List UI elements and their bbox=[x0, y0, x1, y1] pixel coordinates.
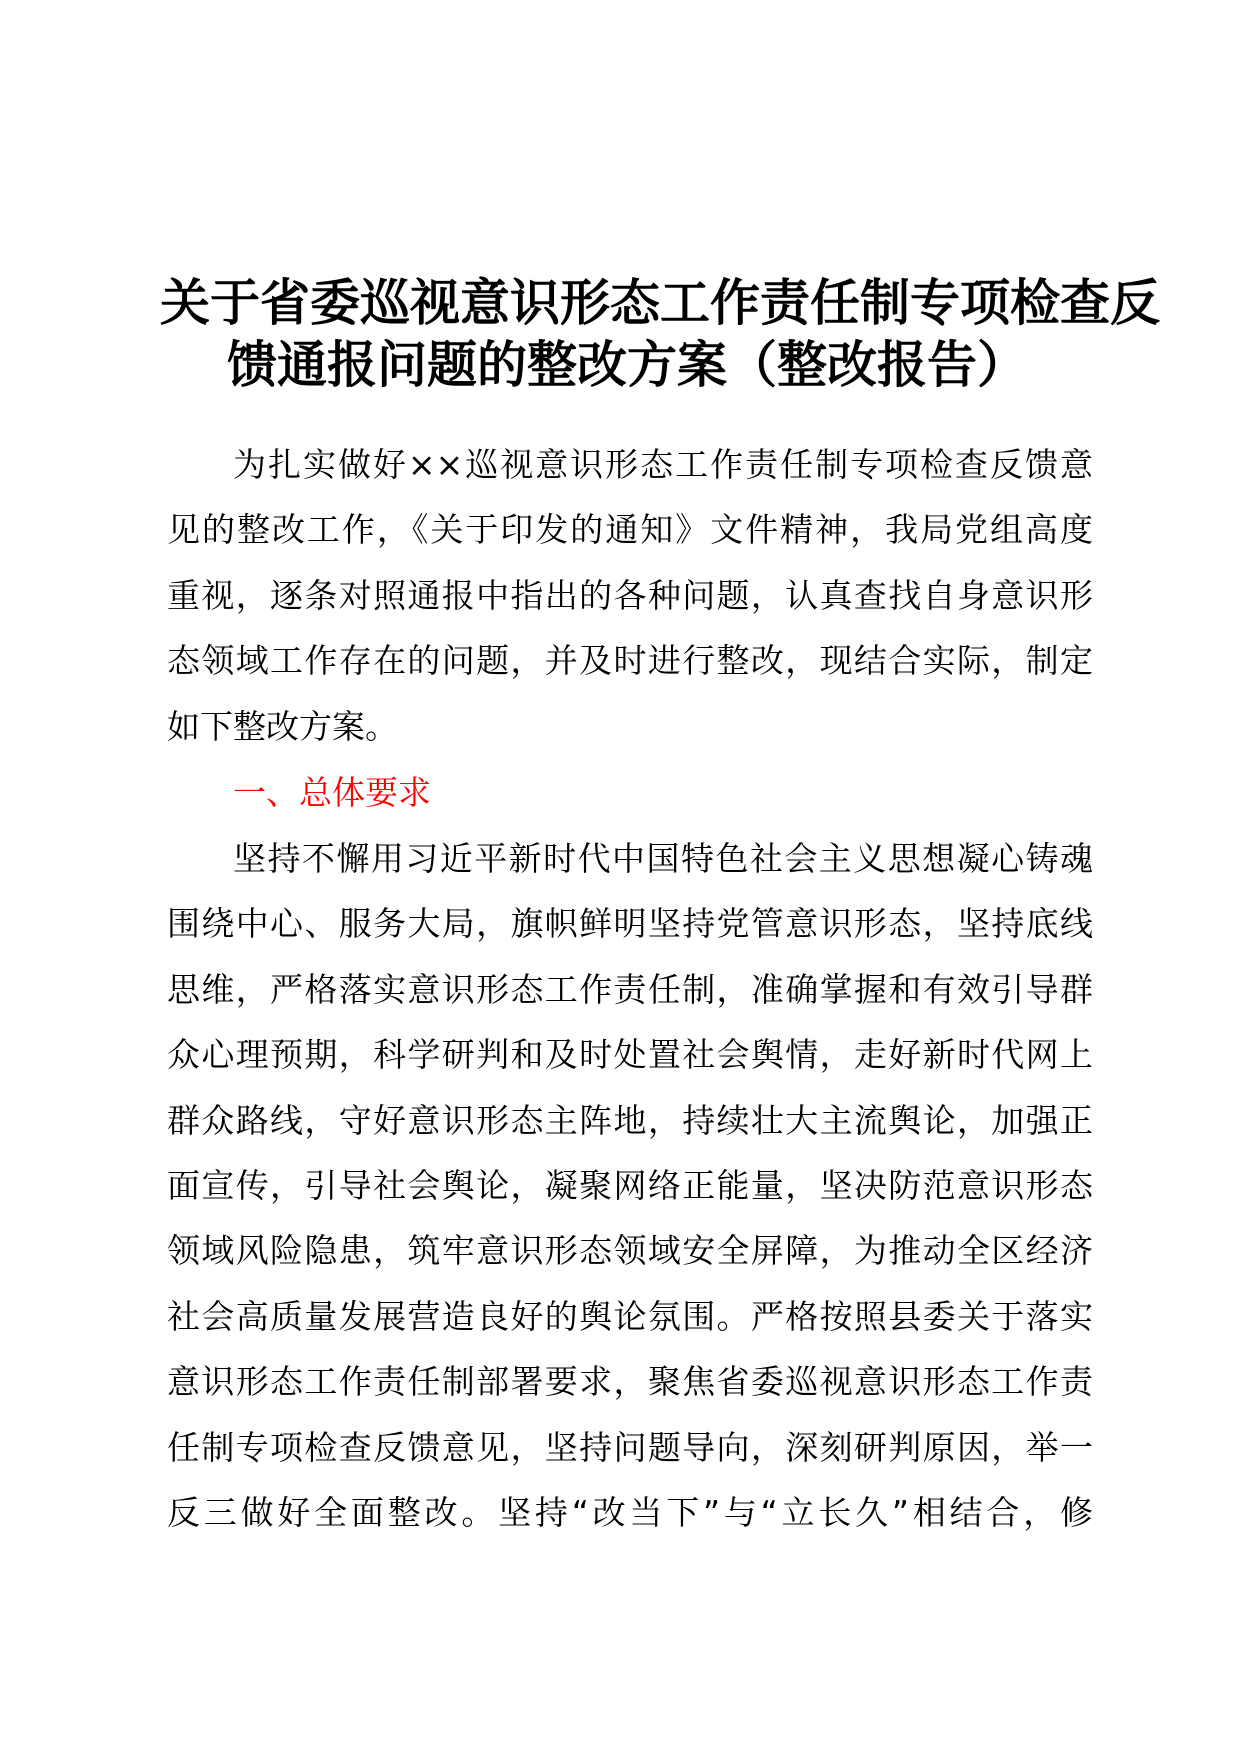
text-line: 反三做好全面整改。坚持“改当下”与“立长久”相结合，修 bbox=[167, 1493, 1093, 1532]
text-line: 如下整改方案。 bbox=[167, 707, 398, 746]
text-line: 领域风险隐患，筑牢意识形态领域安全屏障，为推动全区经济 bbox=[167, 1231, 1093, 1270]
text-line: 为扎实做好××巡视意识形态工作责任制专项检查反馈意 bbox=[233, 445, 1093, 484]
document-title-line-2: 馈通报问题的整改方案（整改报告） bbox=[227, 336, 1027, 394]
text-line: 众心理预期，科学研判和及时处置社会舆情，走好新时代网上 bbox=[167, 1035, 1093, 1074]
text-line: 重视，逐条对照通报中指出的各种问题，认真查找自身意识形 bbox=[167, 576, 1093, 615]
text-line: 围绕中心、服务大局，旗帜鲜明坚持党管意识形态，坚持底线 bbox=[167, 904, 1093, 943]
text-line: 面宣传，引导社会舆论，凝聚网络正能量，坚决防范意识形态 bbox=[167, 1166, 1093, 1205]
text-line: 社会高质量发展营造良好的舆论氛围。严格按照县委关于落实 bbox=[167, 1297, 1093, 1336]
text-line: 群众路线，守好意识形态主阵地，持续壮大主流舆论，加强正 bbox=[167, 1101, 1093, 1140]
text-line: 态领域工作存在的问题，并及时进行整改，现结合实际，制定 bbox=[167, 641, 1093, 680]
text-line: 任制专项检查反馈意见，坚持问题导向，深刻研判原因，举一 bbox=[167, 1428, 1093, 1467]
text-line: 意识形态工作责任制部署要求，聚焦省委巡视意识形态工作责 bbox=[167, 1362, 1093, 1401]
text-line: 见的整改工作，《关于印发的通知》文件精神，我局党组高度 bbox=[167, 510, 1093, 549]
section-heading: 一、总体要求 bbox=[233, 773, 431, 812]
text-line: 思维，严格落实意识形态工作责任制，准确掌握和有效引导群 bbox=[167, 970, 1093, 1009]
text-line: 坚持不懈用习近平新时代中国特色社会主义思想凝心铸魂 bbox=[233, 839, 1093, 878]
document-title-line-1: 关于省委巡视意识形态工作责任制专项检查反 bbox=[160, 274, 1160, 332]
